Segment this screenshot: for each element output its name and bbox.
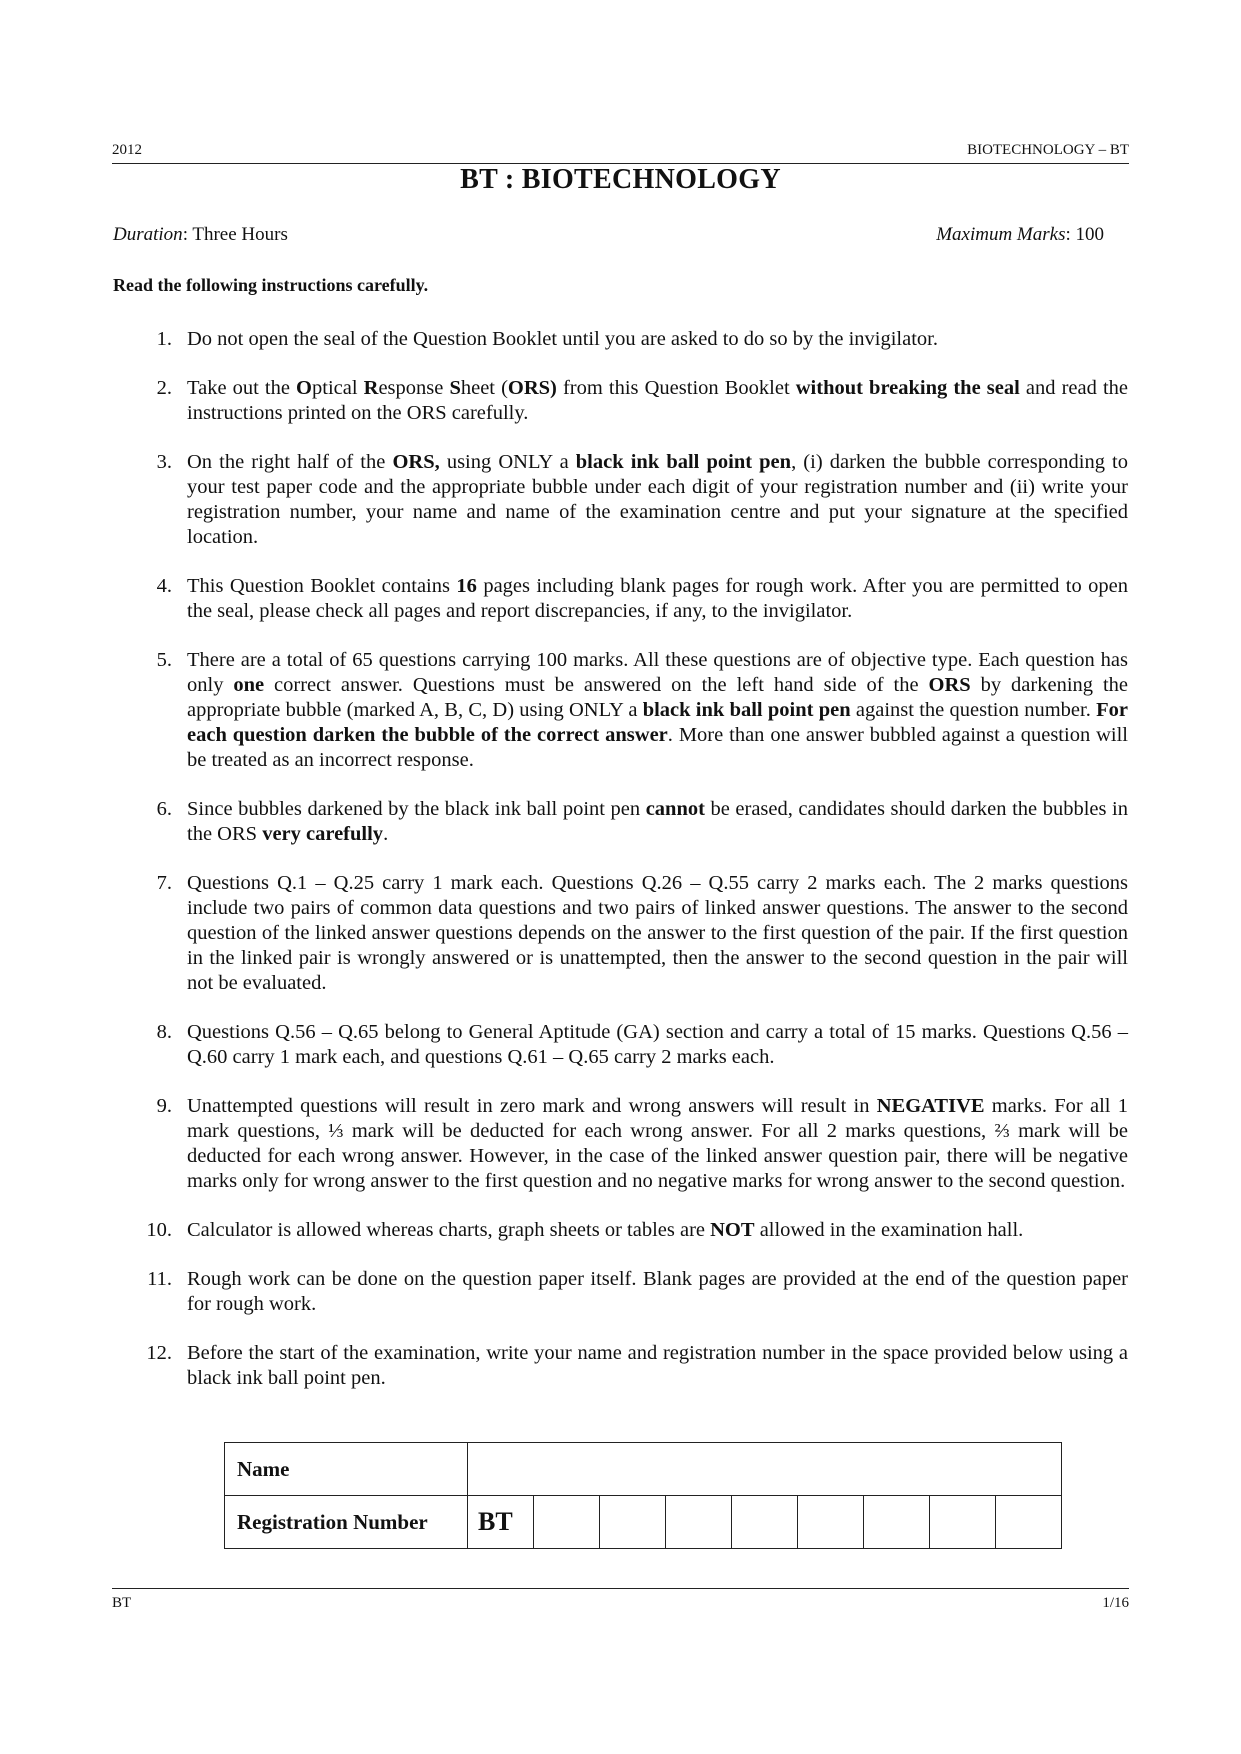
registration-digit-box[interactable] xyxy=(666,1496,732,1549)
instruction-segment: from this Question Booklet xyxy=(556,377,796,399)
instruction-segment: Questions Q.56 – Q.65 belong to General Aptitude (GA) section and carry a total of 15 marks. Questions Q.56 – Q.60 carry 1 mark each, and questions Q.61 – Q.65 carry 2 marks each. xyxy=(187,1021,1128,1068)
instruction-segment: Rough work can be done on the question paper itself. Blank pages are provided at the end of the question paper for rough work. xyxy=(187,1268,1128,1315)
instruction-segment: esponse xyxy=(378,377,450,399)
instructions-list xyxy=(113,327,1128,1415)
instruction-text xyxy=(187,327,1128,352)
instruction-number: 3. xyxy=(156,451,172,473)
instruction-number: 12. xyxy=(146,1342,172,1364)
emphasis-text: very carefully xyxy=(262,823,384,845)
instruction-item xyxy=(113,1020,1128,1070)
instruction-text xyxy=(187,1267,1128,1317)
emphasis-text: cannot xyxy=(645,798,705,820)
instruction-number: 7. xyxy=(156,872,172,894)
emphasis-text: ORS xyxy=(928,674,971,696)
instruction-segment: . More than one answer bubbled against a question will be treated as an incorrect response. xyxy=(187,724,1128,771)
footer-page: 1/16 xyxy=(1102,1595,1129,1611)
header-year: 2012 xyxy=(112,142,142,158)
instruction-segment: pages including blank pages for rough work. After you are permitted to open the seal, please check all pages and report discrepancies, if any, to the invigilator. xyxy=(187,575,1128,622)
instruction-segment: Take out the xyxy=(187,377,297,399)
instruction-number: 2. xyxy=(156,377,172,399)
instruction-number: 4. xyxy=(156,575,172,597)
instructions-lead: Read the following instructions carefully. xyxy=(113,275,429,295)
registration-digit-box[interactable] xyxy=(732,1496,798,1549)
emphasis-text: ORS) xyxy=(507,377,557,399)
instruction-number: 9. xyxy=(156,1095,172,1117)
emphasis-text: without breaking the seal xyxy=(795,377,1020,399)
maximum-marks: Maximum Marks: 100 xyxy=(936,224,1104,245)
instruction-item xyxy=(113,327,1128,352)
registration-digit-box[interactable] xyxy=(798,1496,864,1549)
instruction-segment: Questions Q.1 – Q.25 carry 1 mark each. Questions Q.26 – Q.55 carry 2 marks each. The 2 marks questions include two pairs of common data questions and two pairs of linked answer questions. The answer to the second question of the linked answer questions depends on the answer to the first question of the pair. If the first question in the linked pair is wrongly answered or is unattempted, then the answer to the second question in the pair will not be evaluated. xyxy=(187,872,1128,994)
emphasis-text: S xyxy=(449,377,461,399)
emphasis-text: one xyxy=(233,674,265,696)
instruction-text xyxy=(187,574,1128,624)
emphasis-text: ORS, xyxy=(392,451,440,473)
instruction-number: 1. xyxy=(156,328,172,350)
paper-title: BT : BIOTECHNOLOGY xyxy=(460,164,781,195)
instruction-item xyxy=(113,450,1128,550)
emphasis-text: 16 xyxy=(456,575,477,597)
instruction-text xyxy=(187,871,1128,996)
name-field[interactable] xyxy=(468,1443,1062,1496)
instruction-segment: Unattempted questions will result in zero mark and wrong answers will result in xyxy=(187,1095,877,1117)
instruction-segment: be erased, candidates should darken the bubbles in the ORS xyxy=(187,798,1128,845)
instruction-segment: . xyxy=(383,823,389,845)
instruction-item xyxy=(113,1094,1128,1194)
paper-meta xyxy=(113,224,1104,246)
running-header xyxy=(112,142,1129,164)
instruction-text xyxy=(187,797,1128,847)
emphasis-text: NOT xyxy=(710,1219,755,1241)
instruction-segment: and read the instructions printed on the ORS carefully. xyxy=(187,377,1128,424)
instruction-item xyxy=(113,1218,1128,1243)
emphasis-text: O xyxy=(296,377,312,399)
header-subject: BIOTECHNOLOGY – BT xyxy=(967,142,1129,158)
instruction-segment: Calculator is allowed whereas charts, graph sheets or tables are xyxy=(187,1219,711,1241)
instruction-item xyxy=(113,648,1128,773)
registration-row xyxy=(225,1496,1062,1549)
emphasis-text: For each question darken the bubble of the correct answer xyxy=(187,699,1128,746)
instruction-segment: ptical xyxy=(312,377,364,399)
instruction-text xyxy=(187,1218,1128,1243)
registration-digit-box[interactable] xyxy=(864,1496,930,1549)
instruction-item xyxy=(113,376,1128,426)
instruction-segment: , (i) darken the bubble corresponding to your test paper code and the appropriate bubble under each digit of your registration number and (ii) write your registration number, your name and name of the examination centre and put your signature at the specified location. xyxy=(187,451,1128,548)
instruction-text xyxy=(187,1020,1128,1070)
instruction-number: 8. xyxy=(156,1021,172,1043)
registration-prefix: BT xyxy=(468,1496,534,1549)
registration-digit-box[interactable] xyxy=(534,1496,600,1549)
emphasis-text: black ink ball point pen xyxy=(642,699,851,721)
instruction-text xyxy=(187,1341,1128,1391)
instruction-text xyxy=(187,376,1128,426)
registration-digit-box[interactable] xyxy=(996,1496,1062,1549)
instruction-segment: using ONLY a xyxy=(439,451,576,473)
footer-code: BT xyxy=(112,1595,132,1611)
duration: Duration: Three Hours xyxy=(113,224,288,245)
instruction-segment: This Question Booklet contains xyxy=(187,575,457,597)
instruction-text xyxy=(187,1094,1128,1194)
instruction-number: 10. xyxy=(146,1219,172,1241)
instruction-segment: against the question number. xyxy=(850,699,1097,721)
instruction-number: 5. xyxy=(156,649,172,671)
instruction-segment: by darkening the appropriate bubble (marked A, B, C, D) using ONLY a xyxy=(187,674,1128,721)
instruction-segment: Do not open the seal of the Question Booklet until you are asked to do so by the invigilator. xyxy=(187,328,938,350)
instruction-segment: correct answer. Questions must be answered on the left hand side of the xyxy=(264,674,929,696)
instruction-text xyxy=(187,450,1128,550)
instruction-item xyxy=(113,1267,1128,1317)
candidate-form xyxy=(224,1442,1062,1549)
instruction-item xyxy=(113,871,1128,996)
instruction-item xyxy=(113,1341,1128,1391)
emphasis-text: NEGATIVE xyxy=(876,1095,985,1117)
emphasis-text: R xyxy=(363,377,379,399)
running-footer xyxy=(112,1588,1129,1612)
instruction-number: 11. xyxy=(147,1268,172,1290)
instruction-item xyxy=(113,574,1128,624)
instruction-segment: Before the start of the examination, write your name and registration number in the space provided below using a black ink ball point pen. xyxy=(187,1342,1128,1389)
instruction-segment: On the right half of the xyxy=(187,451,393,473)
registration-label: Registration Number xyxy=(225,1496,468,1549)
emphasis-text: black ink ball point pen xyxy=(575,451,792,473)
instruction-text xyxy=(187,648,1128,773)
instruction-segment: Since bubbles darkened by the black ink ball point pen xyxy=(187,798,646,820)
instruction-number: 6. xyxy=(156,798,172,820)
name-row xyxy=(225,1443,1062,1496)
instruction-segment: marks. For all 1 mark questions, ⅓ mark will be deducted for each wrong answer. For all 2 marks questions, ⅔ mark will be deducted for each wrong answer. However, in the case of the linked answer question pair, there will be negative marks only for wrong answer to the first question and no negative marks for wrong answer to the second question. xyxy=(187,1095,1128,1192)
registration-digit-box[interactable] xyxy=(600,1496,666,1549)
instruction-segment: There are a total of 65 questions carrying 100 marks. All these questions are of objective type. Each question has only xyxy=(187,649,1128,696)
instruction-segment: allowed in the examination hall. xyxy=(754,1219,1024,1241)
instruction-item xyxy=(113,797,1128,847)
name-label: Name xyxy=(225,1443,468,1496)
registration-digit-box[interactable] xyxy=(930,1496,996,1549)
instruction-segment: heet ( xyxy=(460,377,508,399)
